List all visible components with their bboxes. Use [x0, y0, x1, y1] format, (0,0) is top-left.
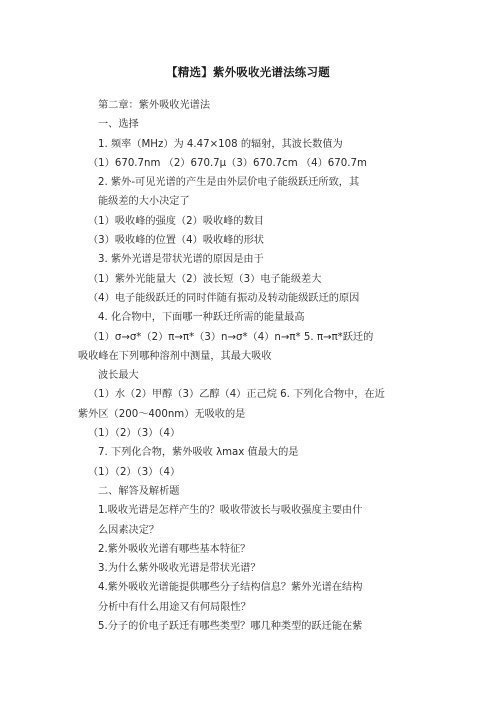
text-line: 1.吸收光谱是怎样产生的？吸收带波长与吸收强度主要由什	[98, 505, 363, 517]
text-line: （1）670.7nm （2）670.7μ（3）670.7cm （4）670.7m	[88, 157, 367, 169]
text-line: 3.为什么紫外吸收光谱是带状光谱？	[98, 563, 261, 575]
text-line: （1）（2）（3）（4）	[88, 428, 181, 440]
text-line: （1）σ→σ*（2）π→π*（3）n→σ*（4）n→π* 5. π→π*跃迁的	[88, 331, 374, 343]
text-line: 一、选择	[98, 119, 139, 131]
text-line: 1. 频率（MHz）为 4.47×108 的辐射，其波长数值为	[98, 138, 343, 150]
text-line: 5.分子的价电子跃迁有哪些类型？哪几种类型的跃迁能在紫	[98, 621, 363, 633]
text-line: 2. 紫外-可见光谱的产生是由外层价电子能级跃迁所致，其	[98, 177, 360, 189]
text-line: 4.紫外吸收光谱能提供哪些分子结构信息？紫外光谱在结构	[98, 582, 363, 594]
text-line: 紫外区（200～400nm）无吸收的是	[78, 408, 246, 420]
text-line: 吸收峰在下列哪种溶剂中测量，其最大吸收	[78, 350, 272, 362]
text-line: （1）吸收峰的强度（2）吸收峰的数目	[88, 215, 264, 227]
text-line: （1）水（2）甲醇（3）乙醇（4）正己烷 6. 下列化合物中，在近	[88, 389, 385, 401]
document-title: 【精选】紫外吸收光谱法练习题	[166, 65, 330, 79]
text-line: 波长最大	[98, 370, 139, 382]
text-line: （4）电子能级跃迁的同时伴随有振动及转动能级跃迁的原因	[88, 292, 360, 304]
text-line: 3. 紫外光谱是带状光谱的原因是由于	[98, 254, 264, 266]
text-line: 分析中有什么用途又有何局限性？	[98, 601, 251, 613]
text-line: 7. 下列化合物，紫外吸收 λmax 值最大的是	[98, 447, 299, 459]
text-line: 二、解答及解析题	[98, 485, 180, 497]
text-line: （1）紫外光能量大（2）波长短（3）电子能级差大	[88, 273, 322, 285]
text-line: 么因素决定？	[98, 524, 160, 536]
text-line: （3）吸收峰的位置（4）吸收峰的形状	[88, 235, 264, 247]
text-line: 能级差的大小决定了	[98, 196, 190, 208]
text-line: 2.紫外吸收光谱有哪些基本特征？	[98, 543, 251, 555]
text-line: 第二章：紫外吸收光谱法	[98, 100, 211, 111]
document-body	[0, 96, 496, 636]
text-line: （1）（2）（3）（4）	[88, 466, 181, 478]
text-line: 4. 化合物中，下面哪一种跃迁所需的能量最高	[98, 312, 305, 324]
